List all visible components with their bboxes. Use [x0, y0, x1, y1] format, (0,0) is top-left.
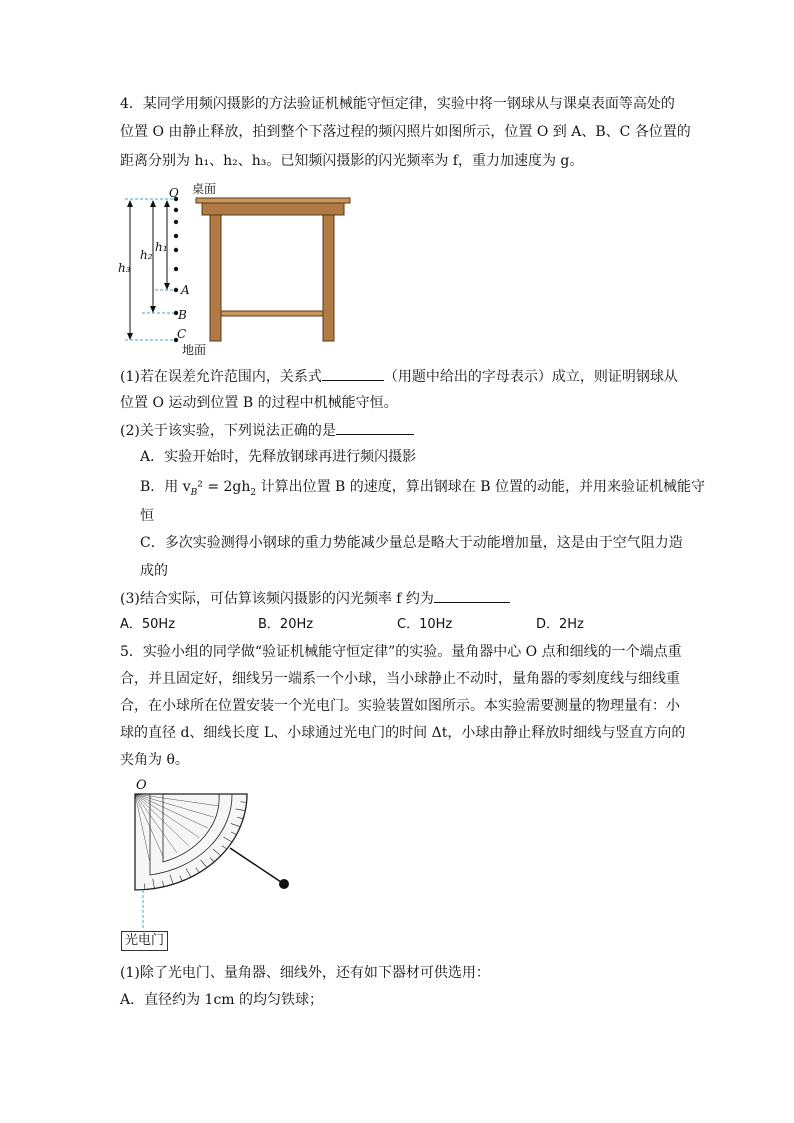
q5-line-4: 球的直径 d、细线长度 L、小球通过光电门的时间 Δt，小球由静止释放时细线与竖直方向的: [120, 725, 686, 741]
photogate-label: 光电门: [121, 931, 168, 951]
q4-sub2-text: (2)关于该实验，下列说法正确的是: [120, 423, 336, 439]
desk-icon: [196, 198, 350, 341]
q4-sub3-text: (3)结合实际，可估算该频闪摄影的闪光频率 f 约为: [120, 591, 434, 607]
ball-dot: [174, 267, 178, 271]
label-A: A: [181, 283, 190, 297]
q5-line-2: 合，并且固定好，细线另一端系一个小球，当小球静止不动时，量角器的零刻度线与细线重: [120, 671, 680, 687]
q4-sub3-option-B: B．20Hz: [258, 617, 314, 632]
q5-sub1-line: (1)除了光电门、量角器、细线外，还有如下器材可供选用：: [120, 965, 490, 981]
q4-sub1-text-b: （用题中给出的字母表示）成立，则证明钢球从: [383, 369, 678, 385]
q5-protractor-figure: [125, 782, 305, 932]
q5-line-3: 合，在小球所在位置安装一个光电门。实验装置如图所示。本实验需要测量的物理量有：小: [120, 698, 680, 714]
q4-sub3-option-C: C．10Hz: [397, 617, 453, 632]
q4-sub3-line: [120, 588, 510, 609]
ball-dot-A: [174, 288, 178, 292]
q5-sub1-option-A: A．直径约为 1cm 的均匀铁球；: [120, 992, 324, 1008]
q4-sub2-option-C: C．多次实验测得小钢球的重力势能减少量总是略大于动能增加量，这是由于空气阻力造: [140, 535, 683, 551]
label-B: B: [178, 308, 187, 322]
ball-dot: [174, 208, 178, 212]
thread-line: [230, 848, 284, 884]
q4-sub2-option-A: A．实验开始时，先释放钢球再进行频闪摄影: [140, 449, 417, 465]
q5-line-5: 夹角为 θ。: [120, 752, 189, 768]
q4-sub2-option-B-cont: 恒: [140, 508, 154, 524]
label-desk: 桌面: [192, 182, 217, 196]
ball-icon: [279, 879, 289, 889]
q4-sub1-text-a: (1)若在误差允许范围内，关系式: [120, 369, 322, 385]
q4-sub2-option-B-a: B．用 v: [140, 479, 191, 495]
label-C: C: [177, 327, 187, 341]
q4-line-1: 4．某同学用频闪摄影的方法验证机械能守恒定律，实验中将一钢球从与课桌表面等高处的: [120, 96, 675, 112]
q4-sub2-option-B: B．用 $v_B^2 = 2gh_2$ 计算出位置 B 的速度，算出钢球在 B 位置的动能，并用来验证机械能守: [140, 479, 705, 498]
q4-line-3: 距离分别为 h₁、h₂、h₃。已知频闪摄影的闪光频率为 f，重力加速度为 g。: [120, 153, 584, 169]
q4-sub3-option-A: A．50Hz: [120, 617, 176, 632]
q4-sub1-line-1: [120, 366, 678, 387]
protractor-icon: [135, 794, 247, 890]
q4-figure: [110, 180, 360, 360]
q4-sub2-option-C-cont: 成的: [140, 563, 168, 579]
q4-sub2-line: [120, 420, 414, 441]
ball-dot: [174, 220, 178, 224]
q4-sub2-option-B-b: ² = 2gh: [197, 479, 251, 495]
label-h2: h₂: [140, 248, 153, 262]
label-ground: 地面: [182, 343, 207, 357]
q5-label-O: O: [136, 778, 147, 793]
label-O: O: [169, 186, 179, 200]
q5-line-1: 5．实验小组的同学做“验证机械能守恒定律”的实验。量角器中心 O 点和细线的一个端点重: [120, 644, 682, 660]
q4-sub1-line-2: 位置 O 运动到位置 B 的过程中机械能守恒。: [120, 395, 398, 411]
ball-dot: [174, 234, 178, 238]
ball-dot: [174, 248, 178, 252]
q4-sub2-blank[interactable]: [336, 420, 414, 435]
label-h3: h₃: [118, 261, 131, 275]
q4-sub3-blank[interactable]: [434, 588, 510, 603]
q4-sub3-option-D: D．2Hz: [536, 617, 584, 632]
q4-sub2-option-B-c: 计算出位置 B 的速度，算出钢球在 B 位置的动能，并用来验证机械能守: [256, 479, 705, 495]
label-h1: h₁: [155, 240, 168, 254]
q4-sub1-blank[interactable]: [322, 366, 384, 381]
q4-line-2: 位置 O 由静止释放，拍到整个下落过程的频闪照片如图所示，位置 O 到 A、B、C 各位置的: [120, 124, 691, 140]
